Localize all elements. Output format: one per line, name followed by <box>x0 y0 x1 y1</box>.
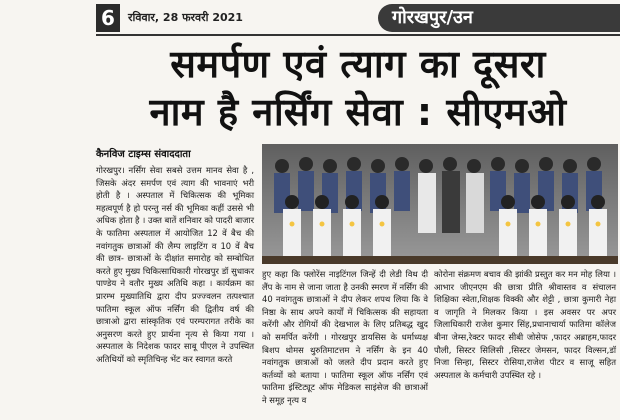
ceremony-group-photo-icon <box>262 144 618 264</box>
photo-illustration <box>262 144 618 264</box>
article-column-2 <box>262 268 428 407</box>
top-rule <box>96 34 620 36</box>
headline-line-1: समर्पण एवं त्याग का दूसरा <box>170 42 546 86</box>
masthead <box>96 4 620 32</box>
column-3-text: कोरोना संक्रमण बचाव की झांकी प्रस्तुत कर मन मोह लिया । आभार जीएनएम की छात्रा प्रीति श्रीवास्तव व संचालन शिक्षिका स्वेता,शिक्षक विक्की और शेट्टी , छात्रा कुमारी नेहा व जागृति ने मिलकर किया । इस अवसर पर अपर जिलाधिकारी राजेश कुमार सिंह,प्रधानाचार्या फातिमा कॉलेज बीना जेम्स,रेक्टर फादर सीबी जोसेफ ,फादर अब्राहम,फादर पौली, सिस्टर सिलिसी ,सिस्टर जेमसन, फादर विल्सन,डॉ निजा सिन्हा, सिस्टर रोसिया,राजेश पीटर व साजू सहित अस्पताल के कर्मचारी उपस्थित रहे । <box>434 269 616 380</box>
byline: कैनविज टाइम्स संवाददाता <box>96 149 191 160</box>
headline <box>96 40 620 136</box>
article-column-1 <box>96 164 254 366</box>
dateline: रविवार, 28 फरवरी 2021 <box>128 11 243 24</box>
page-number: 6 <box>96 4 120 32</box>
column-2-text: हुए कहा कि फ्लोरेंस नाइटिंगल जिन्हें दी लेडी विथ दी लैंप के नाम से जाना जाता है उनकी स्मरण में नर्सिंग की 40 नवांगतुक छात्राओं ने दीप लेकर शपथ लिया कि वे निष्ठा के साथ अपने कार्यों में चिकित्सक की सहायता करेंगी और रोगियों की देखभाल के लिए प्रतिबद्ध खुद को समर्पित करेंगी । गोरखपुर डायसिस के धर्माध्यक्ष बिशप थोमस थुरुतिमाटत्तम ने नर्सिंग के इन 40 नवांगतुक छात्राओं को जलते दीप प्रदान करते हुए कर्तव्यों को बताया । फातिमा स्कूल ऑफ नर्सिंग एवं फातिमा इंस्टिट्यूट ऑफ मेडिकल साइंसेज की छात्राओं ने समूह नृत्य व <box>262 269 428 405</box>
headline-line-2: नाम है नर्सिंग सेवा : सीएमओ <box>149 90 567 134</box>
article-column-3 <box>434 268 616 381</box>
city-banner: गोरखपुर/उन <box>378 4 620 32</box>
column-1-text: गोरखपुर। नर्सिंग सेवा सबसे उत्तम मानव सेवा है , जिसके अंदर समर्पण एवं त्याग की भावनाएं भरी होती है । अस्पताल में चिकित्सक की भूमिका महत्वपूर्ण है हो परन्तु नर्स की भूमिका कहीं उससे भी अधिक होता है । उक्त बातें शनिवार को पादरी बाजार के फातिमा अस्पताल में आयोजित 12 वें बैच की नवांगतुक छात्राओं की लैम्प लाइटिंग व 10 वें बैच की छात्र- छात्राओं के दीक्षांत समारोह को सम्बोधित करते हुए मुख्य चिकित्साधिकारी गोरखपुर डॉ सुधाकर पाण्डेय ने वतौर मुख्य अतिथि कहा । कार्यक्रम का प्रारम्भ मुख्यातिथि द्वारा दीप प्रज्ज्वलन तत्पश्चात फातिमा स्कूल ऑफ नर्सिंग की द्वितीय वर्ष की छात्राओ द्वारा सांस्कृतिक एवं परम्परागत तरीके का अनुसरण करते हुए प्रार्थना नृत्य से किया गया । अस्पताल के निदेशक फादर साबू पीएल ने उपस्थित अतिथियों को स्मृतिचिन्ह भेंट कर स्वागत करते <box>96 165 254 364</box>
